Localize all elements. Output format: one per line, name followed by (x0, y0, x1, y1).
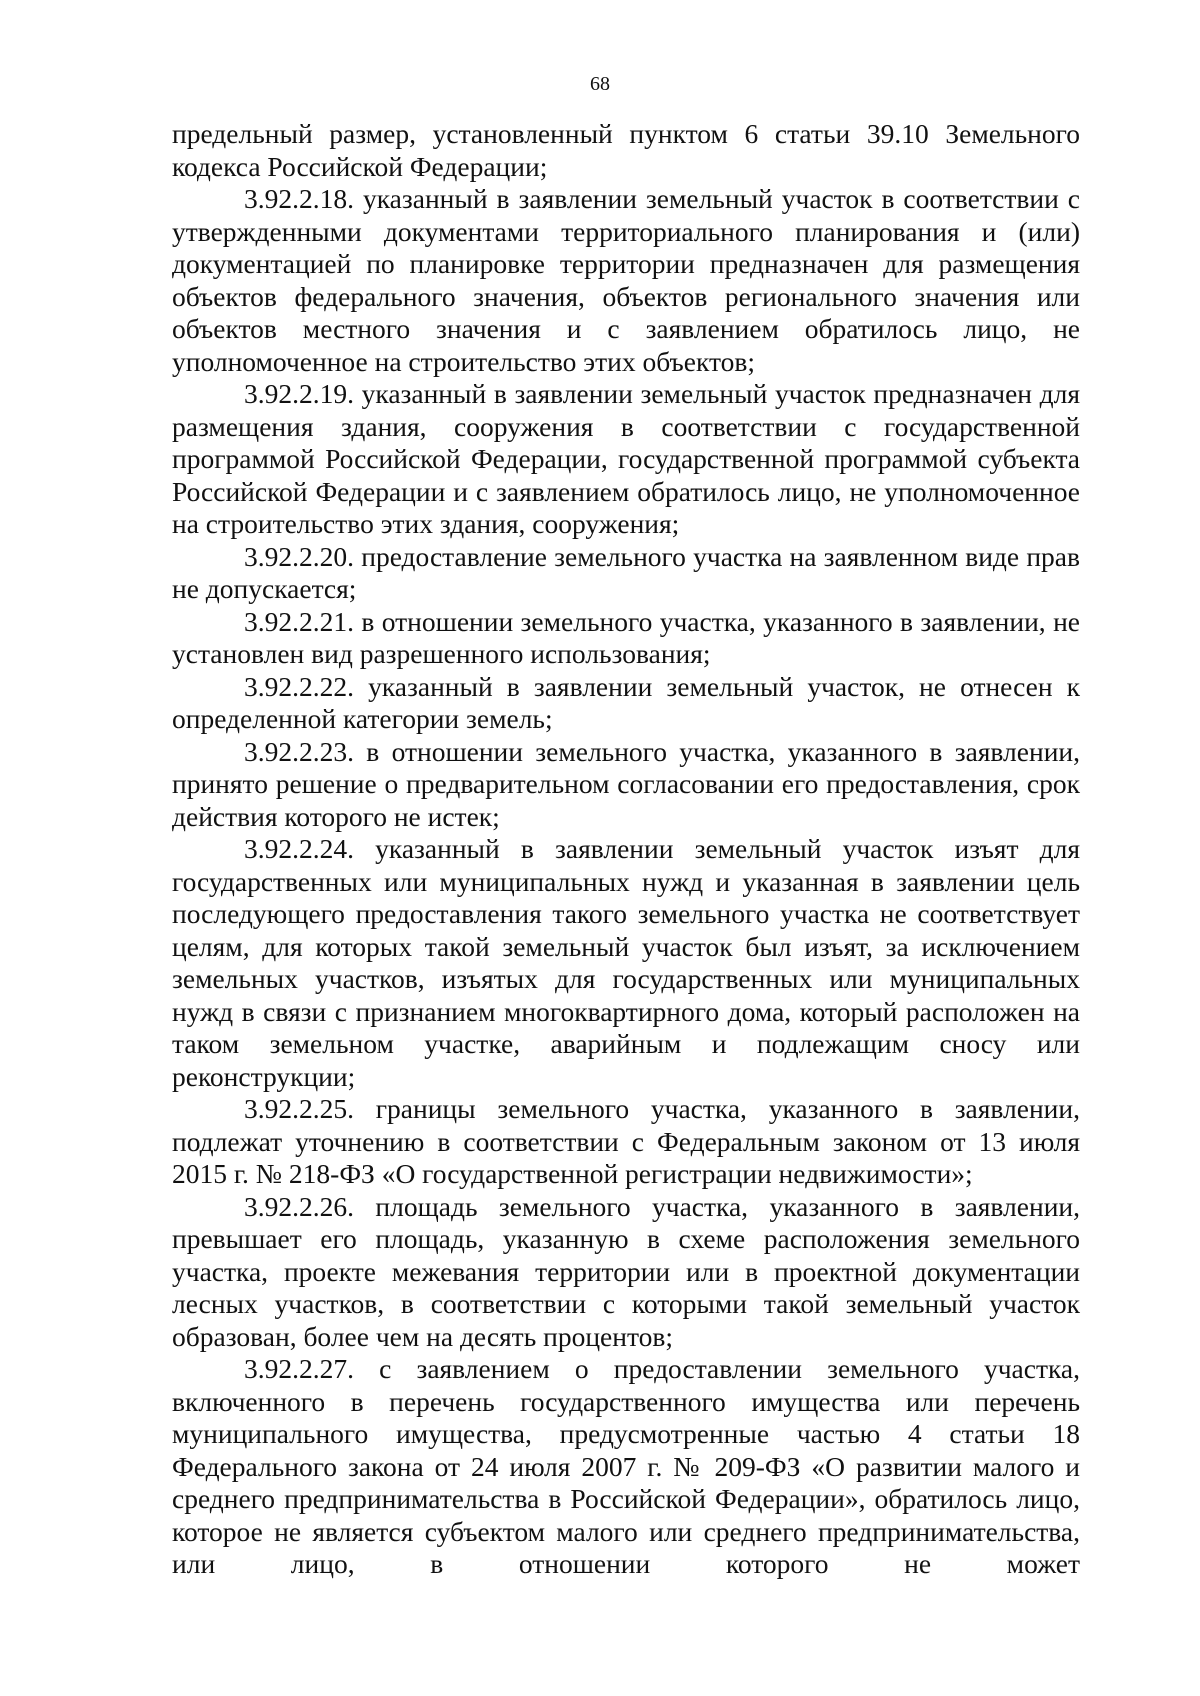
paragraph-3-92-2-23: 3.92.2.23. в отношении земельного участка, указанного в заявлении, принято решение о предварительном согласовании его предоставления, срок действия которого не истек; (172, 735, 1080, 832)
paragraph-3-92-2-19: 3.92.2.19. указанный в заявлении земельный участок предназначен для размещения здания, сооружения в соответствии с государственной программой Российской Федерации, государственной программой субъекта Российской Федерации и с заявлением обратилось лицо, не уполномоченное на строительство этих здания, сооружения; (172, 378, 1080, 539)
paragraph-3-92-2-25: 3.92.2.25. границы земельного участка, указанного в заявлении, подлежат уточнению в соответствии с Федеральным законом от 13 июля 2015 г. № 218-ФЗ «О государственной регистрации недвижимости»; (172, 1093, 1080, 1189)
paragraph-continuation: предельный размер, установленный пунктом 6 статьи 39.10 Земельного кодекса Российской Федерации; (172, 118, 1080, 182)
paragraph-3-92-2-26: 3.92.2.26. площадь земельного участка, указанного в заявлении, превышает его площадь, указанную в схеме расположения земельного участка, проекте межевания территории или в проектной документации лесных участков, в соответствии с которыми такой земельный участок образован, более чем на десять процентов; (172, 1190, 1080, 1352)
document-body (172, 118, 1080, 1581)
paragraph-3-92-2-18: 3.92.2.18. указанный в заявлении земельный участок в соответствии с утвержденными документами территориального планирования и (или) документацией по планировке территории предназначен для размещения объектов федерального значения, объектов регионального значения или объектов местного значения и с заявлением обратилось лицо, не уполномоченное на строительство этих объектов; (172, 183, 1080, 377)
paragraph-3-92-2-22: 3.92.2.22. указанный в заявлении земельный участок, не отнесен к определенной категории земель; (172, 670, 1080, 734)
paragraph-3-92-2-27: 3.92.2.27. с заявлением о предоставлении земельного участка, включенного в перечень государственного имущества или перечень муниципального имущества, предусмотренные частью 4 статьи 18 Федерального закона от 24 июля 2007 г. № 209-ФЗ «О развитии малого и среднего предпринимательства в Российской Федерации», обратилось лицо, которое не является субъектом малого или среднего предпринимательства, или лицо, в отношении которого не может (172, 1353, 1080, 1579)
page-number: 68 (590, 73, 610, 95)
paragraph-3-92-2-21: 3.92.2.21. в отношении земельного участка, указанного в заявлении, не установлен вид разрешенного использования; (172, 605, 1080, 669)
paragraph-3-92-2-24: 3.92.2.24. указанный в заявлении земельный участок изъят для государственных или муниципальных нужд и указанная в заявлении цель последующего предоставления такого земельного участка не соответствует целям, для которых такой земельный участок был изъят, за исключением земельных участков, изъятых для государственных или муниципальных нужд в связи с признанием многоквартирного дома, который расположен на таком земельном участке, аварийным и подлежащим сносу или реконструкции; (172, 833, 1080, 1092)
paragraph-3-92-2-20: 3.92.2.20. предоставление земельного участка на заявленном виде прав не допускается; (172, 540, 1080, 604)
